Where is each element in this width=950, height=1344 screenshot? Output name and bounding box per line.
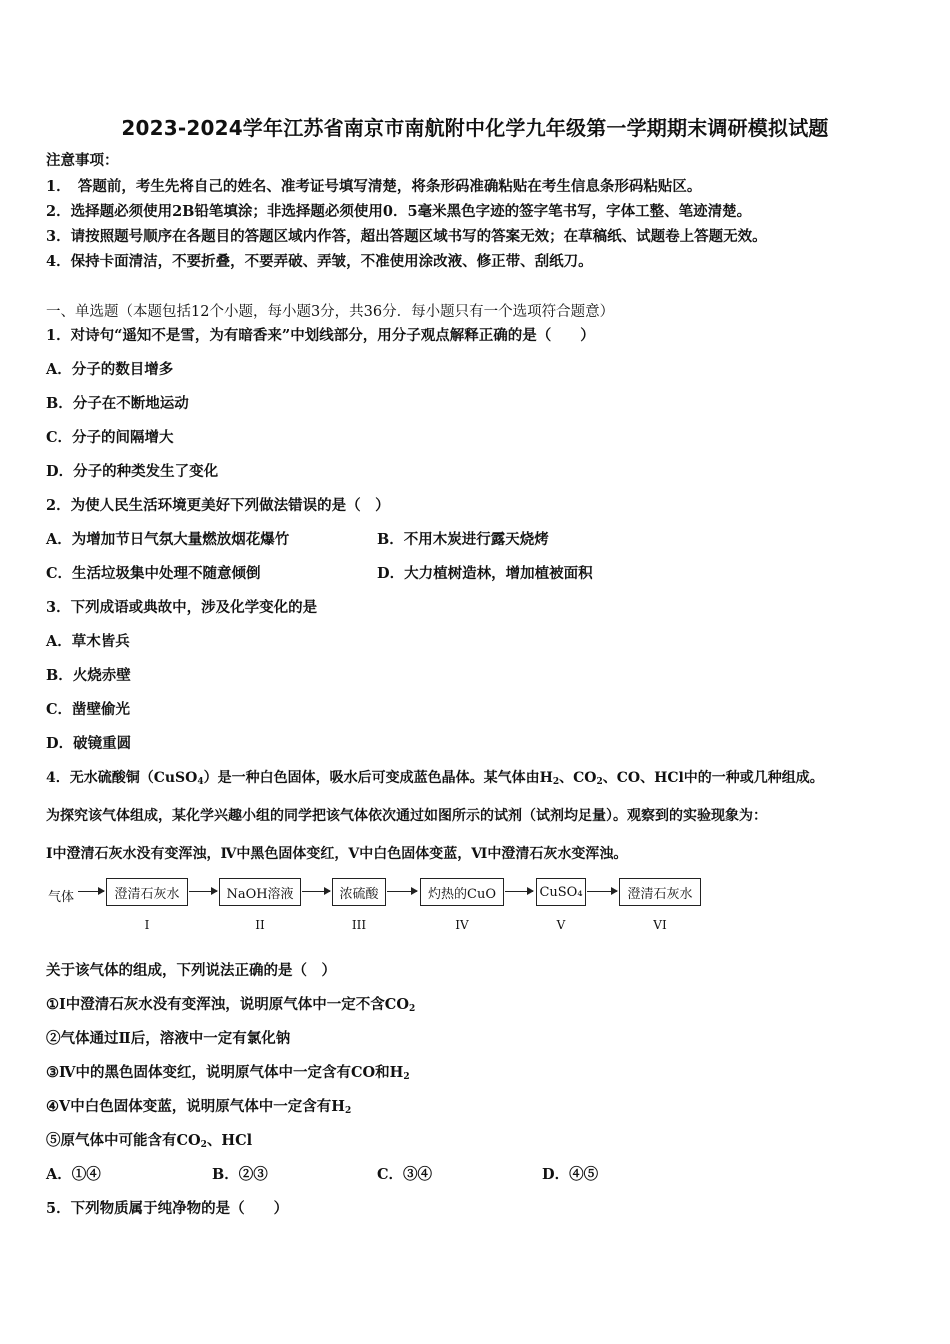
flow-arrow xyxy=(505,891,533,892)
gas-label: 气体 xyxy=(48,890,75,905)
flow-arrow xyxy=(387,891,417,892)
reagent-box-6: 澄清石灰水 xyxy=(619,878,701,906)
notice-item: 4．保持卡面清洁，不要折叠，不要弄破、弄皱，不准使用涂改液、修正带、刮纸刀。 xyxy=(46,253,593,270)
q3-option-d: D．破镜重圆 xyxy=(46,735,132,752)
roman-numeral: I xyxy=(144,918,150,932)
q2-option-b: B．不用木炭进行露天烧烤 xyxy=(377,531,549,548)
reagent-box-5: CuSO₄ xyxy=(536,878,586,906)
question-2-stem: 2．为使人民生活环境更美好下列做法错误的是（ ） xyxy=(46,497,390,514)
q4-statement-2: ②气体通过Ⅱ后，溶液中一定有氯化钠 xyxy=(46,1030,291,1047)
notice-item: 2．选择题必须使用2B铅笔填涂；非选择题必须使用0．5毫米黑色字迹的签字笔书写，字体工整、笔迹清楚。 xyxy=(46,203,752,220)
reagent-box-2: NaOH溶液 xyxy=(219,878,301,906)
reagent-box-1: 澄清石灰水 xyxy=(106,878,188,906)
q4-statement-4: ④V中白色固体变蓝，说明原气体中一定含有$H_2$ xyxy=(46,1098,352,1116)
question-3-stem: 3．下列成语或典故中，涉及化学变化的是 xyxy=(46,599,318,616)
question-1-stem: 1．对诗句“遥知不是雪，为有暗香来”中划线部分，用分子观点解释正确的是（ ） xyxy=(46,327,595,344)
q1-option-c: C．分子的间隔增大 xyxy=(46,429,174,446)
q1-option-d: D．分子的种类发生了变化 xyxy=(46,463,219,480)
question-4-prompt: 关于该气体的组成，下列说法正确的是（ ） xyxy=(46,962,336,979)
q4-statement-3: ③Ⅳ中的黑色固体变红，说明原气体中一定含有CO和$H_2$ xyxy=(46,1064,410,1082)
q4-statement-5: ⑤原气体中可能含有$CO_2$、HCl xyxy=(46,1132,253,1150)
reagent-box-4: 灼热的CuO xyxy=(420,878,504,906)
question-5-stem: 5．下列物质属于纯净物的是（ ） xyxy=(46,1200,289,1217)
question-4-stem-line3: I中澄清石灰水没有变浑浊，Ⅳ中黑色固体变红，V中白色固体变蓝，Ⅵ中澄清石灰水变浑浊。 xyxy=(46,846,628,862)
question-4-stem-line2: 为探究该气体组成，某化学兴趣小组的同学把该气体依次通过如图所示的试剂（试剂均足量）。观察到的实验现象为： xyxy=(46,808,767,824)
q3-option-c: C．凿壁偷光 xyxy=(46,701,131,718)
q4-statement-1: ①I中澄清石灰水没有变浑浊，说明原气体中一定不含$CO_2$ xyxy=(46,996,416,1014)
q4-option-d: D．④⑤ xyxy=(542,1166,599,1183)
q3-option-b: B．火烧赤壁 xyxy=(46,667,131,684)
experiment-diagram xyxy=(46,872,726,942)
q4-option-c: C．③④ xyxy=(377,1166,433,1183)
q2-option-d: D．大力植树造林，增加植被面积 xyxy=(377,565,593,582)
notice-item: 1． 答题前，考生先将自己的姓名、准考证号填写清楚，将条形码准确粘贴在考生信息条形码粘贴区。 xyxy=(46,178,702,195)
q4-option-a: A．①④ xyxy=(46,1166,101,1183)
roman-numeral: II xyxy=(255,918,265,932)
flow-arrow xyxy=(189,891,217,892)
notice-heading: 注意事项： xyxy=(46,152,119,169)
flow-arrow xyxy=(587,891,617,892)
q1-option-a: A．分子的数目增多 xyxy=(46,361,174,378)
page-title: 2023-2024学年江苏省南京市南航附中化学九年级第一学期期末调研模拟试题 xyxy=(121,116,829,140)
flow-arrow xyxy=(78,891,104,892)
roman-numeral: III xyxy=(351,918,367,932)
roman-numeral: V xyxy=(556,918,566,932)
q2-option-a: A．为增加节日气氛大量燃放烟花爆竹 xyxy=(46,531,290,548)
roman-numeral: VI xyxy=(653,918,667,932)
roman-numeral: IV xyxy=(455,918,469,932)
notice-item: 3．请按照题号顺序在各题目的答题区域内作答，超出答题区域书写的答案无效；在草稿纸、试题卷上答题无效。 xyxy=(46,228,767,245)
section-header: 一、单选题（本题包括12个小题，每小题3分，共36分．每小题只有一个选项符合题意） xyxy=(46,304,615,320)
q2-option-c: C．生活垃圾集中处理不随意倾倒 xyxy=(46,565,261,582)
question-4-stem: 4．无水硫酸铜（CuSO$_4$）是一种白色固体，吸水后可变成蓝色晶体。某气体由$H_2$、$CO_2$、CO、HCl中的一种或几种组成。 xyxy=(46,770,824,787)
reagent-box-3: 浓硫酸 xyxy=(332,878,386,906)
q1-option-b: B．分子在不断地运动 xyxy=(46,395,189,412)
q4-option-b: B．②③ xyxy=(212,1166,268,1183)
flow-arrow xyxy=(302,891,330,892)
q3-option-a: A．草木皆兵 xyxy=(46,633,130,650)
